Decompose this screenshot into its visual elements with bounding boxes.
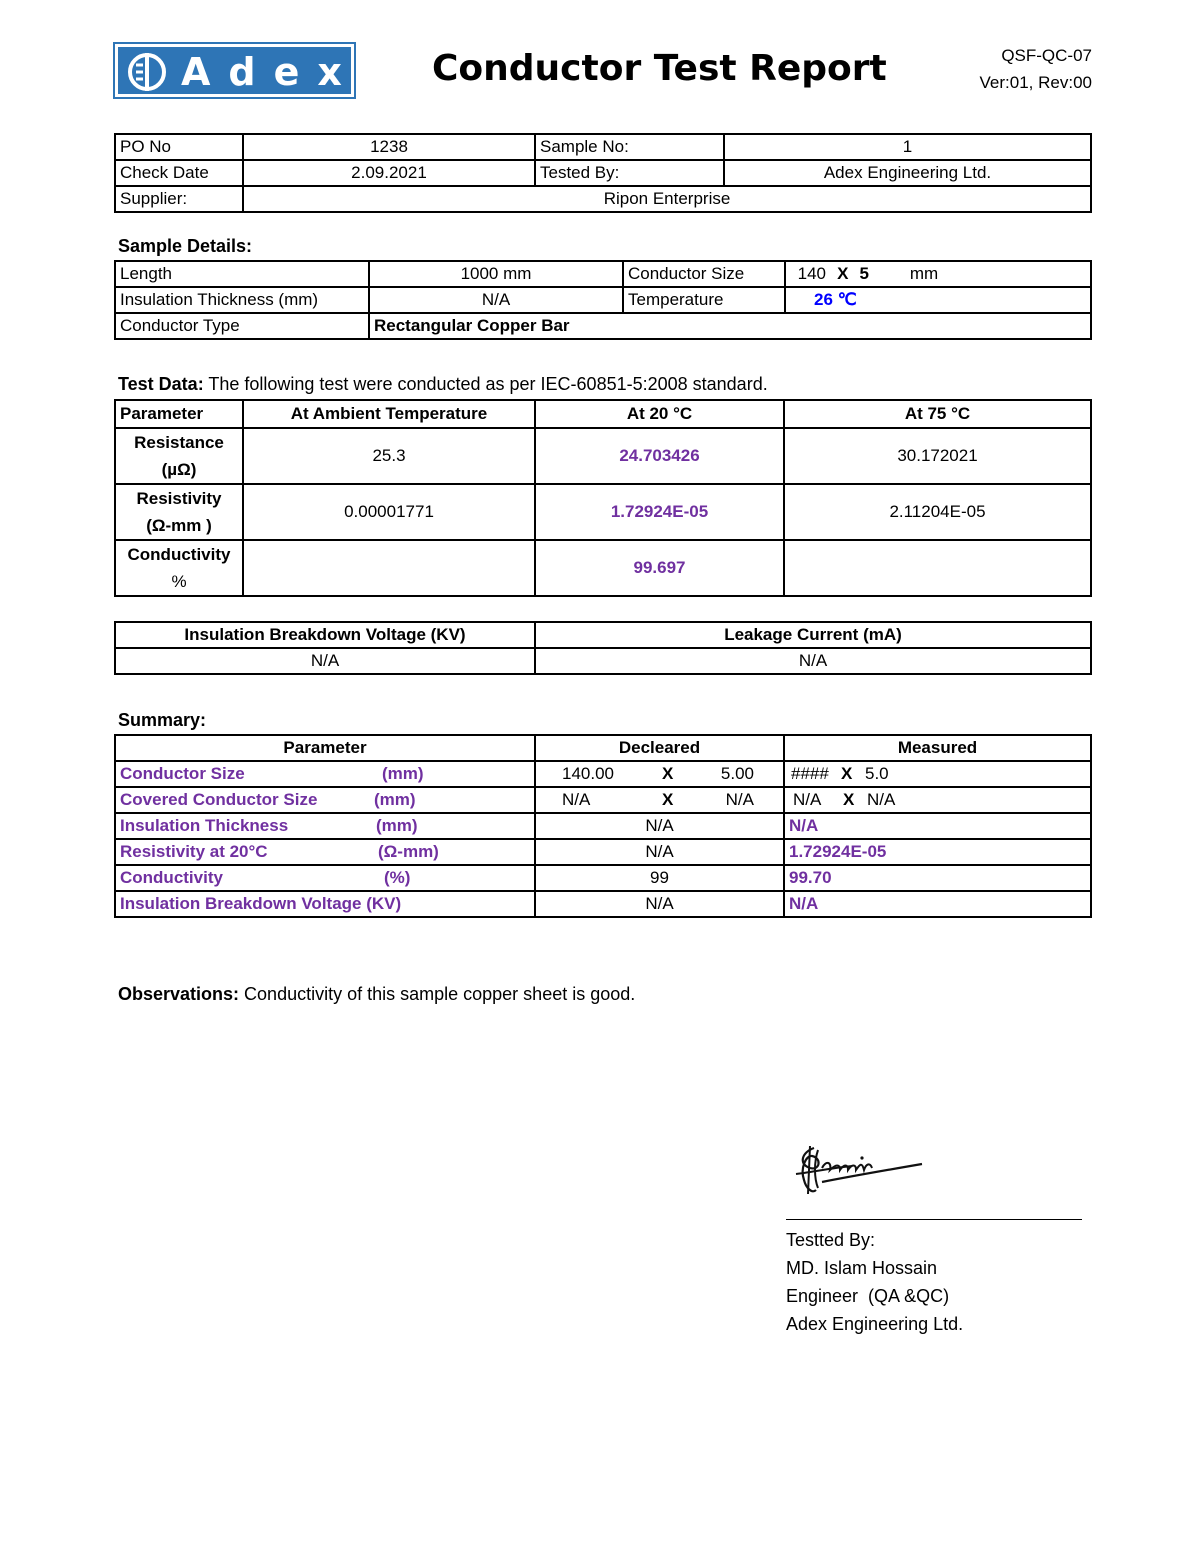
po-label: PO No xyxy=(115,134,243,160)
logo-mark-icon xyxy=(125,51,169,93)
observations xyxy=(118,984,635,1005)
sample-value: 1 xyxy=(724,134,1091,160)
declared-w: 140.00 xyxy=(562,764,614,783)
size-height: 5 xyxy=(859,264,869,283)
conductor-size-label: Conductor Size xyxy=(623,261,785,287)
summary-measured-cell: N/A xyxy=(784,891,1091,917)
test-20-cell: 99.697 xyxy=(535,540,784,596)
test-header-75: At 75 °C xyxy=(784,400,1091,428)
supplier-label: Supplier: xyxy=(115,186,243,212)
measured-h: N/A xyxy=(867,790,896,809)
summary-param-cell xyxy=(115,865,535,891)
size-x: X xyxy=(837,264,849,283)
doc-version: Ver:01, Rev:00 xyxy=(979,73,1092,92)
declared-w: N/A xyxy=(562,790,591,809)
summary-param-name: Covered Conductor Size xyxy=(120,790,318,809)
po-value: 1238 xyxy=(243,134,535,160)
table-row xyxy=(115,787,1091,813)
summary-param-unit: (mm) xyxy=(374,790,416,809)
table-row xyxy=(115,891,1091,917)
test-header-ambient: At Ambient Temperature xyxy=(243,400,535,428)
breakdown-header: Insulation Breakdown Voltage (KV) xyxy=(115,622,535,648)
conductor-type-label: Conductor Type xyxy=(115,313,369,339)
table-row xyxy=(115,839,1091,865)
summary-param-name: Conductor Size xyxy=(120,764,245,783)
summary-param-name: Resistivity at 20°C xyxy=(120,842,268,861)
declared-x: X xyxy=(662,790,674,809)
test-20-cell: 1.72924E-05 xyxy=(535,484,784,540)
leakage-header: Leakage Current (mA) xyxy=(535,622,1091,648)
temperature-value xyxy=(785,287,1091,313)
summary-measured-cell: 99.70 xyxy=(784,865,1091,891)
test-param-cell xyxy=(115,540,243,596)
summary-param-cell xyxy=(115,813,535,839)
summary-declared-cell xyxy=(535,761,784,787)
param-name: Conductivity xyxy=(127,545,231,564)
summary-header-parameter: Parameter xyxy=(115,735,535,761)
table-row xyxy=(115,540,1091,596)
table-row xyxy=(115,428,1091,484)
test-75-cell xyxy=(784,540,1091,596)
summary-measured-cell xyxy=(784,761,1091,787)
check-date-value: 2.09.2021 xyxy=(243,160,535,186)
tested-by-value: Adex Engineering Ltd. xyxy=(724,160,1091,186)
summary-declared-cell: N/A xyxy=(535,813,784,839)
logo-letter-box xyxy=(173,50,360,94)
test-ambient-cell: 0.00001771 xyxy=(243,484,535,540)
measured-w: N/A xyxy=(793,790,822,809)
summary-header-measured: Measured xyxy=(784,735,1091,761)
logo-text: Adex xyxy=(181,50,360,94)
summary-param-unit: (%) xyxy=(384,868,411,887)
breakdown-value: N/A xyxy=(115,648,535,674)
summary-param-name: Conductivity xyxy=(120,868,223,887)
company-logo xyxy=(113,42,360,99)
test-data-heading xyxy=(118,374,768,395)
summary-param-unit: (mm) xyxy=(382,764,424,783)
param-unit: (Ω-mm ) xyxy=(146,516,212,535)
test-ambient-cell xyxy=(243,540,535,596)
test-header-parameter: Parameter xyxy=(115,400,243,428)
param-name: Resistivity xyxy=(136,489,222,508)
param-unit: % xyxy=(171,572,187,591)
page-title: Conductor Test Report xyxy=(432,48,887,89)
test-75-cell: 30.172021 xyxy=(784,428,1091,484)
sample-details-heading: Sample Details: xyxy=(118,236,253,256)
declared-h: 5.00 xyxy=(720,764,754,783)
supplier-value: Ripon Enterprise xyxy=(243,186,1091,212)
declared-h: N/A xyxy=(725,790,754,809)
summary-measured-cell xyxy=(784,787,1091,813)
test-ambient-cell: 25.3 xyxy=(243,428,535,484)
observations-label: Observations: xyxy=(118,984,240,1004)
check-date-label: Check Date xyxy=(115,160,243,186)
tested-by-label: Tested By: xyxy=(535,160,724,186)
summary-param-cell xyxy=(115,891,535,917)
signature-company: Adex Engineering Ltd. xyxy=(786,1314,964,1334)
test-param-cell xyxy=(115,484,243,540)
conductor-size-value xyxy=(785,261,1091,287)
signature-role: Engineer (QA &QC) xyxy=(786,1286,950,1306)
conductor-type-value: Rectangular Copper Bar xyxy=(369,313,1091,339)
summary-measured-cell: N/A xyxy=(784,813,1091,839)
temperature-label: Temperature xyxy=(623,287,785,313)
summary-param-unit: (mm) xyxy=(376,816,418,835)
summary-declared-cell: N/A xyxy=(535,839,784,865)
summary-param-name: Insulation Breakdown Voltage (KV) xyxy=(120,894,402,913)
summary-param-cell xyxy=(115,761,535,787)
observations-text: Conductivity of this sample copper sheet is good. xyxy=(239,984,636,1004)
sample-label: Sample No: xyxy=(535,134,724,160)
size-width: 140 xyxy=(797,264,826,283)
length-label: Length xyxy=(115,261,369,287)
breakdown-table xyxy=(114,621,1092,675)
summary-param-unit: (Ω-mm) xyxy=(378,842,439,861)
size-unit: mm xyxy=(909,264,939,283)
declared-x: X xyxy=(662,764,674,783)
test-header-20: At 20 °C xyxy=(535,400,784,428)
measured-x: X xyxy=(843,790,855,809)
test-75-cell: 2.11204E-05 xyxy=(784,484,1091,540)
summary-table xyxy=(114,734,1092,918)
summary-declared-cell: N/A xyxy=(535,891,784,917)
info-table xyxy=(114,133,1092,213)
test-data-label: Test Data: xyxy=(118,374,204,394)
measured-h: 5.0 xyxy=(865,764,889,783)
signature-name: MD. Islam Hossain xyxy=(786,1258,938,1278)
test-param-cell xyxy=(115,428,243,484)
table-row xyxy=(115,484,1091,540)
summary-header-declared: Decleared xyxy=(535,735,784,761)
table-row xyxy=(115,813,1091,839)
param-unit: (µΩ) xyxy=(161,460,197,479)
test-data-table xyxy=(114,399,1092,597)
summary-declared-cell: 99 xyxy=(535,865,784,891)
summary-heading: Summary: xyxy=(118,710,207,730)
table-row xyxy=(115,761,1091,787)
ins-thickness-label: Insulation Thickness (mm) xyxy=(115,287,369,313)
summary-param-cell xyxy=(115,839,535,865)
measured-x: X xyxy=(841,764,853,783)
signature-line xyxy=(786,1219,1082,1220)
signature-image xyxy=(792,1138,927,1200)
summary-declared-cell xyxy=(535,787,784,813)
temperature-reading: 26 ℃ xyxy=(814,290,857,309)
param-name: Resistance xyxy=(134,433,224,452)
signature-tested-by: Testted By: xyxy=(786,1230,876,1250)
summary-param-cell xyxy=(115,787,535,813)
length-value: 1000 mm xyxy=(369,261,623,287)
test-data-text: The following test were conducted as per IEC-60851-5:2008 standard. xyxy=(203,374,768,394)
signature-block xyxy=(786,1226,963,1338)
measured-w: #### xyxy=(791,764,829,783)
doc-code: QSF-QC-07 xyxy=(1001,46,1092,65)
summary-param-name: Insulation Thickness xyxy=(120,816,289,835)
sample-details-table xyxy=(114,260,1092,340)
leakage-value: N/A xyxy=(535,648,1091,674)
test-20-cell: 24.703426 xyxy=(535,428,784,484)
table-row xyxy=(115,865,1091,891)
summary-measured-cell: 1.72924E-05 xyxy=(784,839,1091,865)
ins-thickness-value: N/A xyxy=(369,287,623,313)
